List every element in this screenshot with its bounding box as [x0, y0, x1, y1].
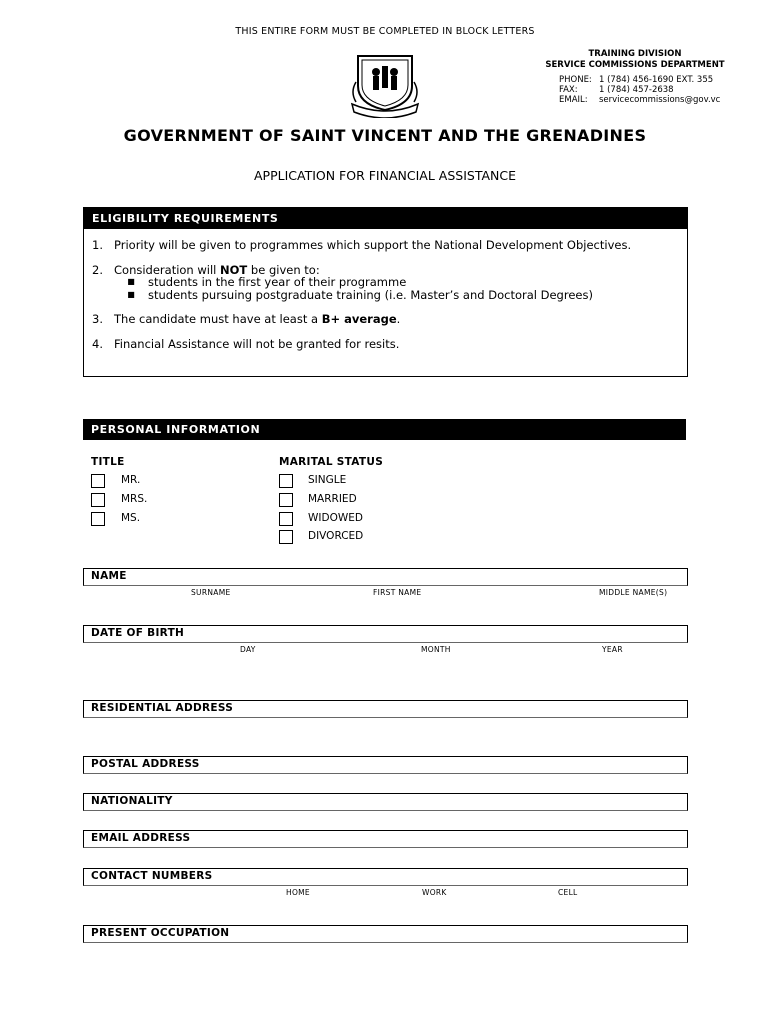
phone-label: PHONE: [559, 75, 592, 85]
personal-info-heading: PERSONAL INFORMATION [83, 419, 686, 440]
marital-married-label: MARRIED [308, 493, 357, 505]
marital-divorced-checkbox[interactable] [279, 530, 293, 544]
email-label: EMAIL: [559, 95, 588, 105]
marital-widowed-label: WIDOWED [308, 512, 363, 524]
requirement-item [92, 338, 679, 351]
department-block [520, 49, 750, 71]
item-text-part: The candidate must have at least a [114, 312, 322, 326]
item-text: Financial Assistance will not be granted for resits. [114, 336, 400, 351]
bullet-icon: ■ [127, 289, 135, 299]
fax-value: 1 (784) 457-2638 [599, 85, 674, 95]
department-name: SERVICE COMMISSIONS DEPARTMENT [545, 60, 725, 70]
item-emphasis: B+ average [321, 312, 397, 326]
phone-value: 1 (784) 456-1690 EXT. 355 [599, 75, 714, 85]
date-of-birth-label: DATE OF BIRTH [91, 627, 185, 639]
contact-numbers-label: CONTACT NUMBERS [91, 870, 213, 882]
requirement-item [92, 239, 679, 252]
government-title: GOVERNMENT OF SAINT VINCENT AND THE GRENADINES [123, 126, 647, 145]
marital-status-label: MARITAL STATUS [279, 456, 384, 468]
name-label: NAME [91, 570, 127, 582]
email-value: servicecommissions@gov.vc [599, 95, 721, 105]
marital-married-checkbox[interactable] [279, 493, 293, 507]
coat-of-arms-seal [350, 52, 420, 118]
bullet-icon: ■ [127, 277, 135, 286]
postal-address-field[interactable] [83, 756, 688, 774]
email-address-label: EMAIL ADDRESS [91, 832, 191, 844]
requirement-item [92, 313, 679, 326]
eligibility-box [83, 207, 688, 377]
sub-item-text: students in the first year of their programme [148, 275, 407, 289]
title-mrs-checkbox[interactable] [91, 493, 105, 507]
item-number: 1. [92, 238, 103, 252]
marital-widowed-checkbox[interactable] [279, 512, 293, 526]
item-text-part: be given to: [247, 262, 320, 277]
fax-label: FAX: [559, 85, 578, 95]
residential-address-label: RESIDENTIAL ADDRESS [91, 702, 234, 714]
present-occupation-label: PRESENT OCCUPATION [91, 927, 230, 939]
title-ms-label: MS. [121, 512, 141, 524]
title-mr-checkbox[interactable] [91, 474, 105, 488]
work-label: WORK [422, 888, 447, 897]
item-number: 4. [92, 336, 103, 351]
item-number: 3. [92, 312, 103, 326]
day-label: DAY [240, 645, 256, 654]
item-text-part: Consideration will [114, 262, 221, 277]
year-label: YEAR [602, 645, 623, 654]
item-number: 2. [92, 262, 103, 277]
marital-divorced-label: DIVORCED [308, 530, 364, 542]
title-label: TITLE [91, 456, 125, 468]
title-mr-label: MR. [121, 474, 141, 486]
cell-label: CELL [558, 888, 578, 897]
date-of-birth-field[interactable] [83, 625, 688, 643]
eligibility-list [84, 229, 687, 358]
item-text [114, 313, 679, 326]
sub-item-text: students pursuing postgraduate training (i.e. Master’s and Doctoral Degrees) [148, 287, 593, 302]
name-field[interactable] [83, 568, 688, 586]
email-row [559, 95, 720, 105]
email-address-field[interactable] [83, 830, 688, 848]
nationality-field[interactable] [83, 793, 688, 811]
first-name-label: FIRST NAME [373, 588, 422, 597]
sub-list [114, 276, 679, 301]
marital-single-checkbox[interactable] [279, 474, 293, 488]
present-occupation-field[interactable] [83, 925, 688, 943]
item-text: Priority will be given to programmes which support the National Development Objectives. [114, 238, 632, 252]
item-text [114, 264, 679, 302]
block-letters-note: THIS ENTIRE FORM MUST BE COMPLETED IN BLOCK LETTERS [235, 26, 535, 37]
item-text-part: . [396, 312, 401, 326]
surname-label: SURNAME [191, 588, 231, 597]
personal-info-section [83, 419, 686, 440]
marital-single-label: SINGLE [308, 474, 347, 486]
sub-item [114, 289, 679, 302]
division-name: TRAINING DIVISION [588, 49, 682, 59]
nationality-label: NATIONALITY [91, 795, 173, 807]
contact-details [559, 75, 720, 105]
contact-numbers-field[interactable] [83, 868, 688, 886]
phone-row [559, 75, 720, 85]
residential-address-field[interactable] [83, 700, 688, 718]
eligibility-heading: ELIGIBILITY REQUIREMENTS [84, 208, 687, 229]
application-title: APPLICATION FOR FINANCIAL ASSISTANCE [253, 168, 517, 183]
month-label: MONTH [421, 645, 451, 654]
postal-address-label: POSTAL ADDRESS [91, 758, 200, 770]
home-label: HOME [286, 888, 310, 897]
middle-names-label: MIDDLE NAME(S) [599, 588, 668, 597]
fax-row [559, 85, 720, 95]
title-ms-checkbox[interactable] [91, 512, 105, 526]
requirement-item [92, 264, 679, 302]
item-emphasis: NOT [220, 262, 248, 277]
title-mrs-label: MRS. [121, 493, 148, 505]
sub-item [114, 276, 679, 289]
